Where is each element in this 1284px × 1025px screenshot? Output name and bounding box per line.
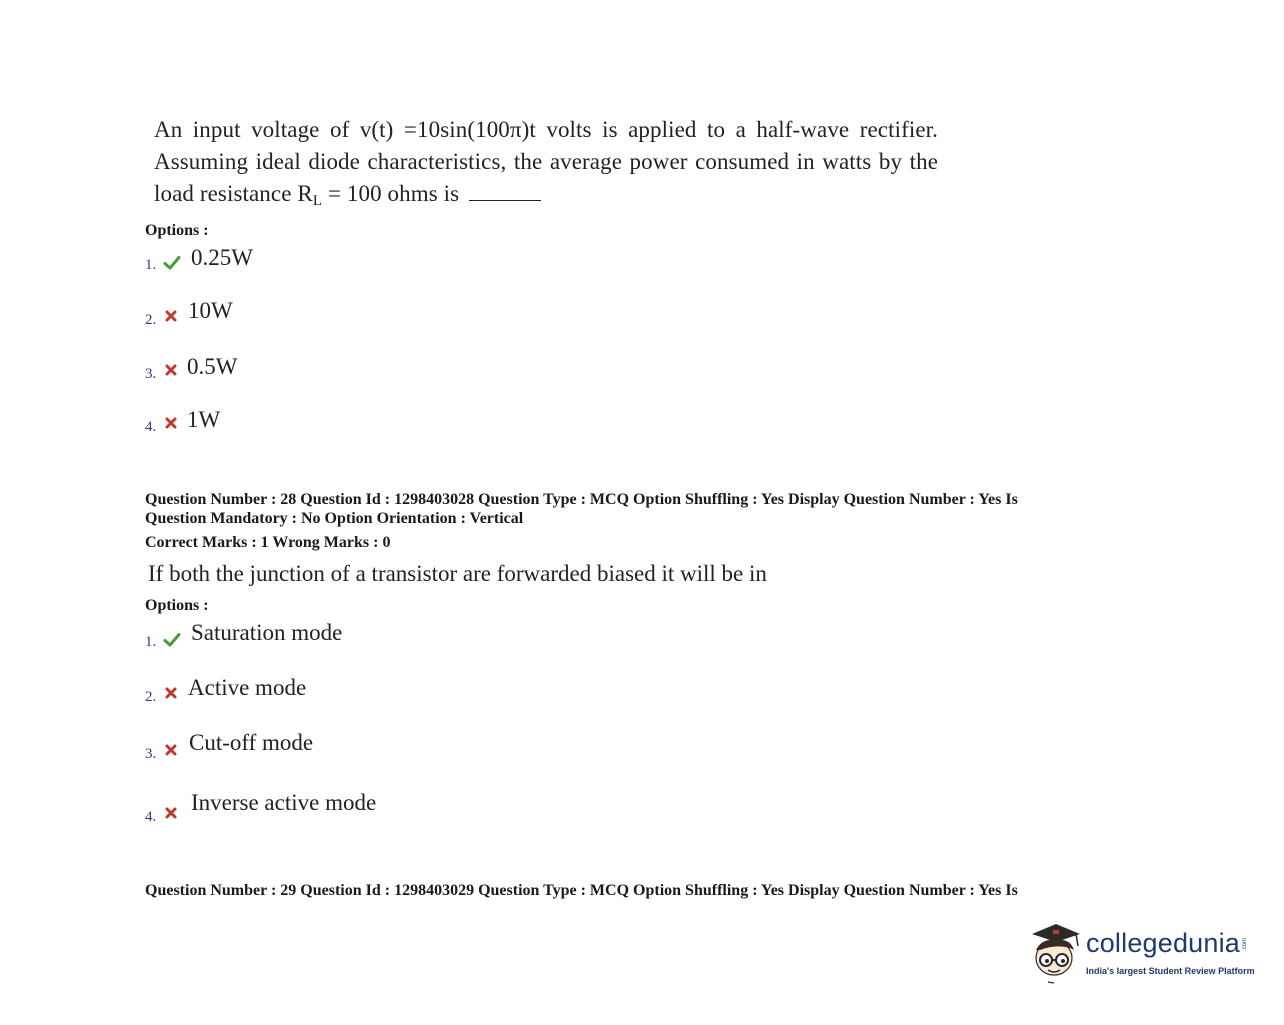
q28-option-3-text: Cut-off mode: [189, 730, 314, 755]
q27-option-2-text: 10W: [188, 298, 233, 323]
mascot-icon: [1026, 920, 1084, 984]
q27-option-3-text: 0.5W: [187, 354, 238, 379]
cross-icon: [164, 363, 182, 381]
q28-option-4-text: Inverse active mode: [191, 790, 377, 815]
q28-meta-line-1: Question Number : 28 Question Id : 1298403028 Question Type : MCQ Option Shuffling : Yes Display Question Number : Yes Is: [145, 491, 1018, 508]
q28-option-1-number: 1.: [145, 634, 157, 650]
q27-option-4-text: 1W: [187, 407, 221, 432]
logo-wordmark: collegedunia: [1086, 928, 1241, 958]
q27-option-2-number: 2.: [145, 312, 157, 328]
cross-icon: [164, 309, 182, 327]
question-27-line-3-end: = 100 ohms is: [322, 181, 460, 206]
answer-blank: [469, 180, 541, 201]
q28-option-4-number: 4.: [145, 809, 157, 825]
cross-icon: [164, 686, 182, 704]
q27-option-1-number: 1.: [145, 257, 157, 273]
question-27-line-1: An input voltage of v(t) =10sin(100π)t volts is applied to a half-wave rectifier.: [154, 117, 938, 142]
question-27-line-2: Assuming ideal diode characteristics, the average power consumed in watts by the: [154, 149, 938, 174]
logo-com: .com: [1242, 938, 1248, 952]
q28-option-1-text: Saturation mode: [191, 620, 343, 645]
question-28-text: If both the junction of a transistor are forwarded biased it will be in: [148, 561, 767, 586]
q28-option-2-number: 2.: [145, 689, 157, 705]
q29-meta-line-1: Question Number : 29 Question Id : 1298403029 Question Type : MCQ Option Shuffling : Yes Display Question Number : Yes Is: [145, 882, 1018, 899]
q28-option-3-number: 3.: [145, 746, 157, 762]
q27-option-4-number: 4.: [145, 419, 157, 435]
question-27-line-3-start: load resistance R: [154, 181, 313, 206]
q27-option-1-text: 0.25W: [191, 245, 253, 270]
check-icon: [163, 254, 181, 272]
q28-options-label: Options :: [145, 597, 209, 614]
cross-icon: [164, 806, 182, 824]
logo-tagline: India's largest Student Review Platform: [1086, 966, 1255, 976]
check-icon: [163, 631, 181, 649]
q28-option-2-text: Active mode: [188, 675, 307, 700]
q27-option-3-number: 3.: [145, 366, 157, 382]
q28-marks: Correct Marks : 1 Wrong Marks : 0: [145, 534, 391, 551]
question-27-line-3: [154, 178, 954, 217]
q27-options-label: Options :: [145, 222, 209, 239]
cross-icon: [164, 416, 182, 434]
q28-meta-line-2: Question Mandatory : No Option Orientation : Vertical: [145, 510, 524, 527]
cross-icon: [164, 743, 182, 761]
question-27-text: [154, 114, 954, 217]
subscript-l: L: [312, 193, 323, 209]
